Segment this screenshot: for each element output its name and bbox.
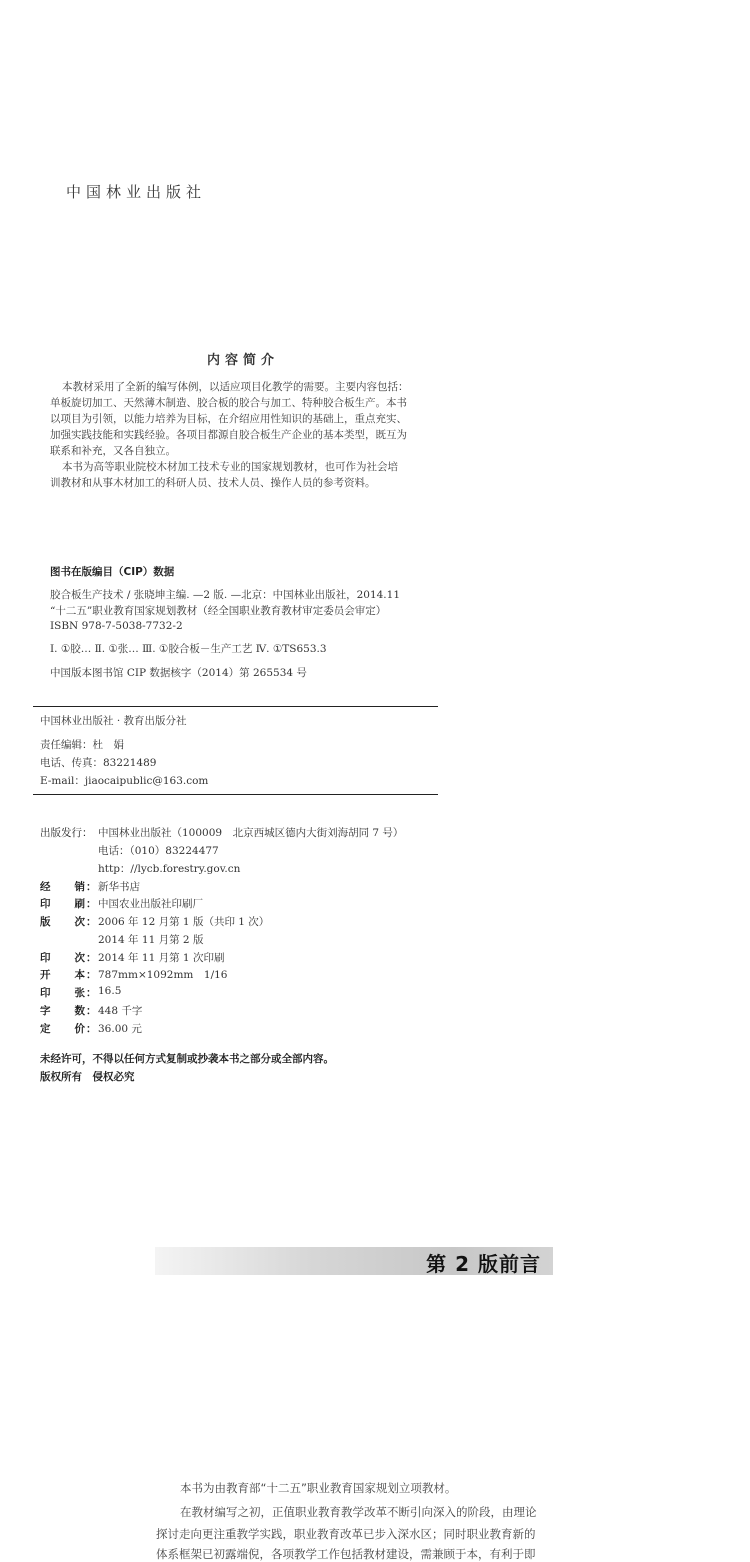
imprint-value: 电话：（010）83224477 <box>98 845 219 857</box>
summary-line: 联系和补充，又各自独立。 <box>50 445 176 457</box>
preface-line: 体系框架已初露端倪，各项教学工作包括教材建设，需兼顾于本，有利于即 <box>156 1547 536 1561</box>
cip-record-number: 中国版本图书馆 CIP 数据核字（2014）第 265534 号 <box>50 667 307 679</box>
imprint-value: 2014 年 11 月第 2 版 <box>98 934 204 946</box>
summary-line: 单板旋切加工、天然薄木制造、胶合板的胶合与加工、特种胶合板生产。本书 <box>50 397 407 409</box>
summary-line: 以项目为引领，以能力培养为目标，在介绍应用性知识的基础上，重点充实、 <box>50 413 407 425</box>
copyright-warning: 未经许可，不得以任何方式复制或抄袭本书之部分或全部内容。 <box>40 1053 334 1065</box>
imprint-value: 448 千字 <box>98 1005 143 1017</box>
imprint-label: 开 本： <box>40 969 98 981</box>
preface-title: 第 2 版前言 <box>426 1252 541 1276</box>
summary-line: 本教材采用了全新的编写体例，以适应项目化教学的需要。主要内容包括： <box>62 381 409 393</box>
copyright-reserved: 版权所有 侵权必究 <box>40 1071 135 1083</box>
imprint-label: 经 销： <box>40 881 98 893</box>
cip-classification: Ⅰ. ①胶… Ⅱ. ①张… Ⅲ. ①胶合板－生产工艺 Ⅳ. ①TS653.3 <box>50 643 327 655</box>
cip-line: “十二五”职业教育国家规划教材（经全国职业教育教材审定委员会审定） <box>50 605 387 617</box>
divider-bottom <box>33 794 438 795</box>
preface-line: 本书为由教育部“十二五”职业教育国家规划立项教材。 <box>180 1481 457 1495</box>
imprint-value: 36.00 元 <box>98 1023 142 1035</box>
summary-line: 本书为高等职业院校木材加工技术专业的国家规划教材，也可作为社会培 <box>62 461 398 473</box>
imprint-value: 16.5 <box>98 985 122 997</box>
cip-line: 胶合板生产技术 / 张晓坤主编. —2 版. —北京：中国林业出版社，2014.11 <box>50 589 401 601</box>
imprint-value: 新华书店 <box>98 881 140 893</box>
preface-banner <box>155 1247 553 1275</box>
responsible-editor: 责任编辑：杜 娟 <box>40 739 124 751</box>
imprint-label: 字 数： <box>40 1005 98 1017</box>
imprint-label: 印 张： <box>40 987 98 999</box>
preface-line: 在教材编写之初，正值职业教育教学改革不断引向深入的阶段，由理论 <box>180 1505 537 1519</box>
cip-isbn: ISBN 978-7-5038-7732-2 <box>50 620 183 632</box>
content-summary-title: 内容简介 <box>206 353 279 368</box>
preface-line: 探讨走向更注重教学实践，职业教育改革已步入深水区；同时职业教育新的 <box>156 1527 536 1541</box>
publisher-name: 中国林业出版社 <box>66 183 207 201</box>
imprint-value: 2014 年 11 月第 1 次印刷 <box>98 952 225 964</box>
email: E-mail：jiaocaipublic@163.com <box>40 775 209 787</box>
publisher-branch: 中国林业出版社 · 教育出版分社 <box>40 715 187 727</box>
imprint-label: 印 刷： <box>40 898 98 910</box>
divider-top <box>33 706 438 707</box>
summary-line: 训教材和从事木材加工的科研人员、技术人员、操作人员的参考资料。 <box>50 477 376 489</box>
imprint-label: 定 价： <box>40 1023 98 1035</box>
imprint-value: 中国林业出版社（100009 北京西城区德内大街刘海胡同 7 号） <box>98 827 404 839</box>
imprint-value: http：//lycb.forestry.gov.cn <box>98 863 241 875</box>
imprint-label: 印 次： <box>40 952 98 964</box>
imprint-value: 2006 年 12 月第 1 版（共印 1 次） <box>98 916 270 928</box>
cip-heading: 图书在版编目（CIP）数据 <box>50 566 175 578</box>
summary-line: 加强实践技能和实践经验。各项目都源自胶合板生产企业的基本类型，既互为 <box>50 429 407 441</box>
phone-fax: 电话、传真：83221489 <box>40 757 157 769</box>
imprint-value: 中国农业出版社印刷厂 <box>98 898 203 910</box>
imprint-value: 787mm×1092mm 1/16 <box>98 969 228 981</box>
imprint-label: 版 次： <box>40 916 98 928</box>
imprint-label: 出版发行： <box>40 827 93 839</box>
